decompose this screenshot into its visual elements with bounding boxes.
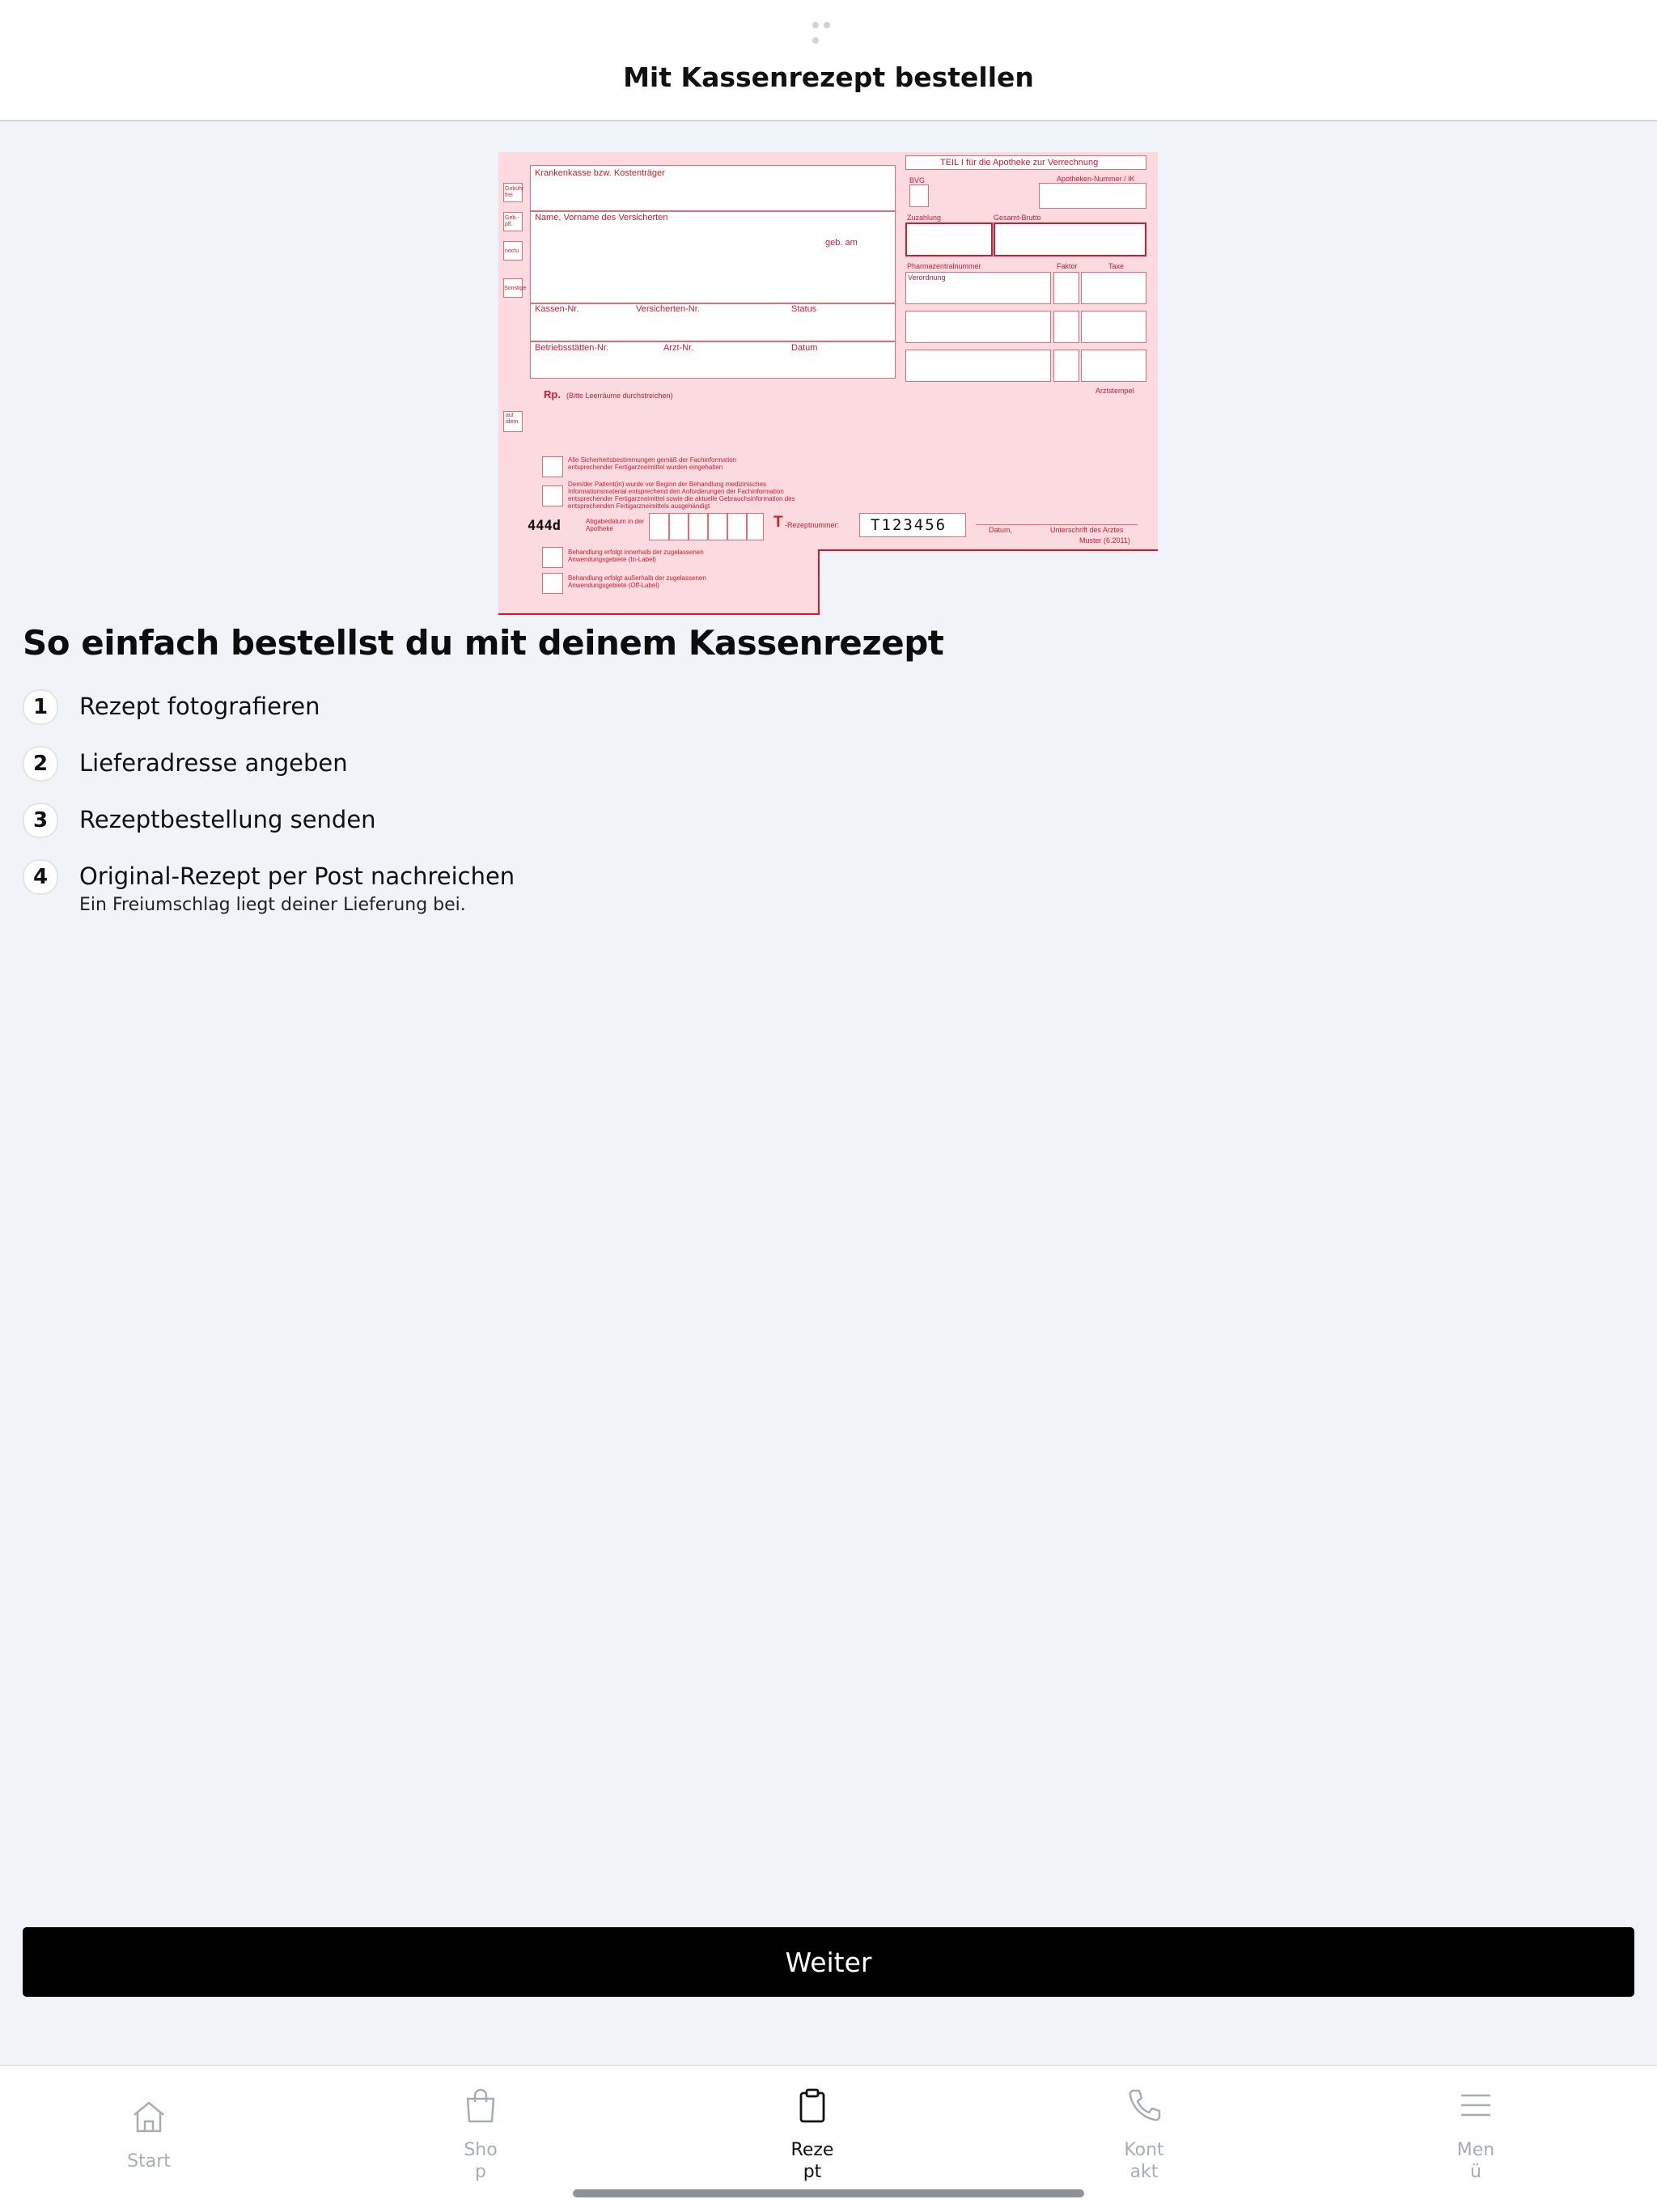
step-number: 3 bbox=[23, 803, 58, 838]
clipboard-icon bbox=[795, 2087, 830, 2123]
zuzahlung-box bbox=[905, 222, 993, 256]
label-geb-am: geb. am bbox=[825, 238, 858, 248]
step-item bbox=[23, 746, 751, 795]
tab-kontakt[interactable] bbox=[1095, 2066, 1193, 2212]
navigation-header bbox=[0, 0, 1657, 121]
tab-label: Sho p bbox=[464, 2140, 498, 2182]
tab-start[interactable] bbox=[100, 2066, 197, 2212]
tab-menu[interactable] bbox=[1427, 2066, 1524, 2212]
bvg-box bbox=[909, 184, 929, 207]
verordnung-3 bbox=[905, 350, 1051, 382]
verordnung-2 bbox=[905, 311, 1051, 343]
gesamt-brutto-box bbox=[994, 222, 1146, 256]
tab-label: Kont akt bbox=[1124, 2140, 1164, 2182]
step-item bbox=[23, 689, 751, 738]
menu-icon bbox=[1458, 2087, 1494, 2123]
step-text: Rezeptbestellung senden bbox=[79, 806, 376, 833]
checkbox-informationsmaterial bbox=[542, 485, 563, 506]
apotheken-nr-box bbox=[1039, 183, 1146, 209]
phone-icon bbox=[1126, 2087, 1162, 2123]
step-subtext: Ein Freiumschlag liegt deiner Lieferung bei. bbox=[79, 895, 466, 915]
rezeptnummer-value: T123456 bbox=[871, 516, 947, 534]
label-rp-hint: (Bitte Leerräume durchstreichen) bbox=[566, 392, 673, 400]
label-arzt-nr: Arzt-Nr. bbox=[663, 343, 694, 353]
step-number: 1 bbox=[23, 689, 58, 725]
tab-label: Start bbox=[127, 2151, 171, 2172]
checkbox-in-label bbox=[542, 547, 563, 568]
page-title: Mit Kassenrezept bestellen bbox=[623, 61, 1034, 93]
shopping-bag-icon bbox=[463, 2087, 498, 2123]
step-item bbox=[23, 803, 751, 851]
step-number: 4 bbox=[23, 859, 58, 895]
label-kassen-nr: Kassen-Nr. bbox=[535, 304, 579, 314]
step-text: Rezept fotografieren bbox=[79, 693, 320, 720]
instructions-heading: So einfach bestellst du mit deinem Kassenrezept bbox=[23, 623, 944, 663]
step-text: Original-Rezept per Post nachreichen bbox=[79, 862, 515, 890]
checkbox-sicherheit bbox=[542, 456, 563, 477]
form-code: 444d bbox=[528, 518, 561, 534]
label-datum: Datum bbox=[791, 343, 818, 353]
home-icon bbox=[131, 2099, 167, 2134]
continue-button[interactable]: Weiter bbox=[23, 1927, 1634, 1997]
sheet-grabber[interactable] bbox=[812, 16, 845, 24]
label-betriebsstaetten-nr: Betriebsstätten-Nr. bbox=[535, 343, 609, 353]
label-versicherter: Name, Vorname des Versicherten bbox=[535, 213, 668, 222]
home-indicator[interactable] bbox=[573, 2189, 1084, 2197]
label-arztstempel: Arztstempel bbox=[1095, 387, 1134, 395]
tab-label: Men ü bbox=[1456, 2140, 1495, 2182]
step-number: 2 bbox=[23, 746, 58, 782]
tab-shop[interactable] bbox=[432, 2066, 529, 2212]
checkbox-off-label bbox=[542, 573, 563, 594]
prescription-form-illustration: Krankenkasse bzw. Kostenträger Name, Vorname des Versicherten geb. am Kassen-Nr. Versicherten-Nr. Status Betriebsstätten-Nr. Arzt-Nr. Datum Gebühr frei Geb.-pfl. noctu Sonstige aut idem Rp. (Bitte Leerräume durchstreichen) TEIL I für die Apotheke zur Verrechnung BVG Apotheken-Nummer / IK Zuzahlung Gesamt-Brutto Pharmazentralnummer Faktor Taxe Verordnung Arztstempel Alle Sicherheitsbestimmungen gemäß der Fachinformation entsprechender Fertigarzneimittel wurden eingehalten Dem/der Patient(in) wurde vor Beginn der Behandlung medizinisches Informationsmaterial entsprechend den Anforderungen der Fachinformation entsprechender Fertigarzneimittel sowie die aktuelle Gebrauchsinformation des entsprechenden Fertigarzneimittels ausgehändigt 444d Abgabedatum in der Apotheke T -Rezeptnummer: T123456 Datum, Unterschrift des Arztes Muster (6.2011) Behandlung erfolgt innerhalb der zugelassenen Anwendungsgebiete (In-Label) Behandlung erfolgt außerhalb der zugelassenen Anwendungsgebiete (Off-Label) bbox=[498, 152, 1158, 615]
step-item bbox=[23, 859, 751, 924]
tab-label: Reze pt bbox=[790, 2140, 834, 2182]
label-status: Status bbox=[791, 304, 817, 314]
step-text: Lieferadresse angeben bbox=[79, 749, 348, 777]
label-kostentraeger: Krankenkasse bzw. Kostenträger bbox=[535, 168, 665, 178]
label-rp: Rp. bbox=[544, 388, 561, 400]
label-versicherten-nr: Versicherten-Nr. bbox=[636, 304, 700, 314]
